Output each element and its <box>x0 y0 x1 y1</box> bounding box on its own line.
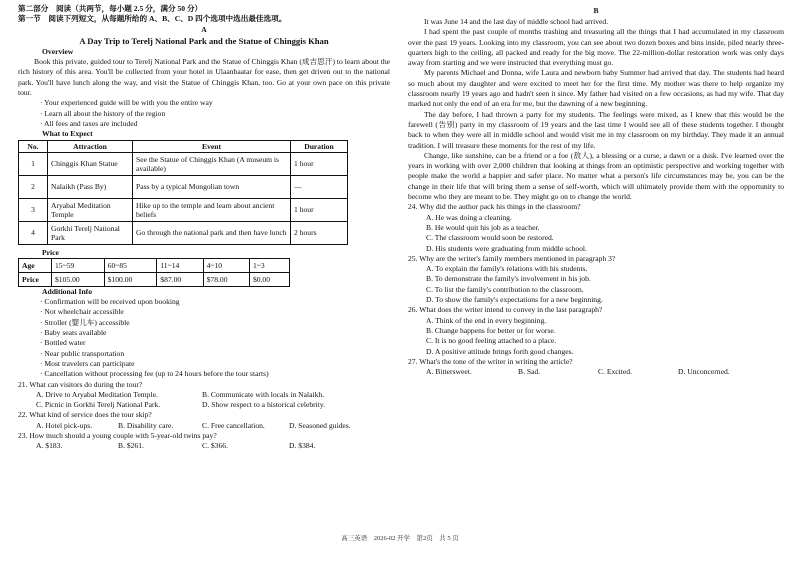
table-cell: 15~59 <box>52 258 105 272</box>
overview-bullets <box>18 98 390 129</box>
question-stem: 26. What does the writer intend to convey in the last paragraph? <box>408 305 603 315</box>
question-25 <box>408 254 784 305</box>
passage-b-paragraph: It was June 14 and the last day of middle school had arrived. <box>424 17 609 26</box>
table-cell: Price <box>19 272 52 286</box>
overview-bullet: · Learn all about the history of the region <box>40 108 166 118</box>
question-23 <box>18 431 390 452</box>
question-stem: 27. What's the tone of the writer in writing the article? <box>408 356 573 366</box>
table-cell: 1 <box>19 152 48 175</box>
table-header: Event <box>133 140 291 152</box>
question-stem: 24. Why did the author pack his things in the classroom? <box>408 202 581 212</box>
table-cell: 60~85 <box>104 258 157 272</box>
table-cell: Chinggis Khan Statue <box>48 152 133 175</box>
table-cell: 4~10 <box>203 258 249 272</box>
info-bullet: · Bottled water <box>40 338 86 348</box>
option-a[interactable]: A. Drive to Aryabal Meditation Temple. <box>36 389 158 399</box>
left-column <box>18 4 390 452</box>
expect-table <box>18 140 348 245</box>
option-d[interactable]: D. His students were graduating from middle school. <box>426 243 587 253</box>
table-header-row <box>19 140 348 152</box>
option-d[interactable]: D. A positive attitude brings forth good changes. <box>426 346 574 356</box>
option-row <box>18 421 390 431</box>
table-row <box>19 198 348 221</box>
table-cell: Hike up to the temple and learn about ancient beliefs <box>133 198 291 221</box>
table-header: Duration <box>291 140 348 152</box>
option-c[interactable]: C. Excited. <box>598 367 632 377</box>
table-row <box>19 152 348 175</box>
overview-text: Book this private, guided tour to Terelj National Park and the Statue of Chinggis Khan (成吉思汗) to learn about the rich history of this area. You'll be collected from your hotel in Ulaanbaatar for ease, then get driven out to the national park. You'll have lunch along the way, and visit the Statue of Chinggis Khan, too. Go at your own pace on this private tour. <box>18 57 390 98</box>
passage-b-paragraph: My parents Michael and Donna, wife Laura and newborn baby Summer had arrived that day. The students had heard so much about my daughter and were excited to meet her for the first time. My mother was there to help organize my classroom nearly 19 years ago and hadn't seen it since. My father had visited on a few occasions, as had my wife. That day marked not only the end of an era for me, but the dawning of a new beginning. <box>408 68 784 109</box>
right-column <box>408 4 784 377</box>
table-cell: $87.00 <box>157 272 203 286</box>
table-cell: Gorkhi Terelj National Park <box>48 221 133 244</box>
option-a[interactable]: A. Bittersweet. <box>426 367 472 377</box>
question-22 <box>18 410 390 431</box>
info-bullets <box>18 297 390 379</box>
info-bullet: · Confirmation will be received upon booking <box>40 297 180 307</box>
option-a[interactable]: A. Think of the end in every beginning. <box>426 315 547 325</box>
question-stem: 23. How much should a young couple with 5-year-old twins pay? <box>18 431 217 441</box>
table-cell: 4 <box>19 221 48 244</box>
option-row <box>18 441 390 451</box>
option-c[interactable]: C. To list the family's contribution to the classroom. <box>426 284 584 294</box>
option-c[interactable]: C. Free cancellation. <box>202 420 265 430</box>
table-cell: 3 <box>19 198 48 221</box>
option-a[interactable]: A. To explain the family's relations with his students. <box>426 264 588 274</box>
overview-bullet: · Your experienced guide will be with you the entire way <box>40 98 213 108</box>
option-b[interactable]: B. Communicate with locals in Nalaikh. <box>202 389 325 399</box>
option-d[interactable]: D. $384. <box>289 441 316 451</box>
info-bullet: · Near public transportation <box>40 348 125 358</box>
passage-b-paragraph: Change, like sunshine, can be a friend or a foe (敌人), a blessing or a curse, a dawn or a dusk. I've learned over the years in working with over 2,000 children that looking at things from an optimistic perspective and working together with people make the world a happier and safer place. No matter what a person's life circumstances may be, you can be the change in their life that will bring them a sense of self-worth, which will ultimately provide them with the opportunity to become who they are meant to be. They might go on to change the world. <box>408 150 784 202</box>
price-table <box>18 258 290 287</box>
option-row <box>408 367 784 377</box>
option-d[interactable]: D. Seasoned guides. <box>289 420 351 430</box>
table-header: Attraction <box>48 140 133 152</box>
option-c[interactable]: C. It is no good feeling attached to a place. <box>426 336 557 346</box>
question-stem: 21. What can visitors do during the tour? <box>18 379 143 389</box>
question-stem: 25. Why are the writer's family members mentioned in paragraph 3? <box>408 253 616 263</box>
table-cell: Aryabal Meditation Temple <box>48 198 133 221</box>
option-c[interactable]: C. $366. <box>202 441 228 451</box>
info-bullet: · Not wheelchair accessible <box>40 307 124 317</box>
option-c[interactable]: C. The classroom would soon be restored. <box>426 233 554 243</box>
option-d[interactable]: D. Show respect to a historical celebrity. <box>202 400 326 410</box>
question-21 <box>18 380 390 411</box>
table-row <box>19 175 348 198</box>
passage-a-title: A Day Trip to Terelj National Park and the Statue of Chinggis Khan <box>79 35 329 46</box>
table-row <box>19 272 290 286</box>
passage-b-label: B <box>593 6 599 15</box>
option-c[interactable]: C. Picnic in Gorkhi Terelj National Park. <box>36 400 161 410</box>
overview-bullet: · All fees and taxes are included <box>40 118 138 128</box>
question-26 <box>408 305 784 356</box>
info-heading: Additional Info <box>42 286 93 296</box>
option-b[interactable]: B. Sad. <box>518 367 541 377</box>
price-heading: Price <box>42 247 59 257</box>
info-bullet: · Most travelers can participate <box>40 358 135 368</box>
table-header: No. <box>19 140 48 152</box>
option-d[interactable]: D. To show the family's expectations for a new beginning. <box>426 295 603 305</box>
option-b[interactable]: B. To demonstrate the family's involvement in his job. <box>426 274 591 284</box>
table-cell: Pass by a typical Mongolian town <box>133 175 291 198</box>
section-instruction: 第一节 阅读下列短文，从每题所给的 A、B、C、D 四个选项中选出最佳选项。 <box>18 14 287 24</box>
table-cell: $0.00 <box>249 272 289 286</box>
table-cell: 1~3 <box>249 258 289 272</box>
table-cell: 2 <box>19 175 48 198</box>
table-cell: 1 hour <box>291 152 348 175</box>
page-footer: 高三英语 2026-02 开学 第2页 共 5 页 <box>341 535 459 542</box>
table-cell: $78.00 <box>203 272 249 286</box>
table-cell: $100.00 <box>104 272 157 286</box>
option-a[interactable]: A. $183. <box>36 441 63 451</box>
table-cell: Nalaikh (Pass By) <box>48 175 133 198</box>
info-bullet: · Baby seats available <box>40 328 107 338</box>
table-cell: 2 hours <box>291 221 348 244</box>
info-bullet: · Cancellation without processing fee (up to 24 hours before the tour starts) <box>40 369 269 379</box>
expect-heading: What to Expect <box>42 129 93 139</box>
passage-b-paragraph: The day before, I had thrown a party for my students. The feelings were mixed, as I knew that this would be the farewell (告别) party in my classroom of 19 years and the last time I would see all of these students together. I thought back to when they were all in middle school and would visit me in my classroom on my birthday. They made it an annual tradition. I will treasure these moments for the rest of my life. <box>408 109 784 150</box>
option-d[interactable]: D. Unconcerned. <box>678 367 730 377</box>
option-row <box>18 400 390 410</box>
info-bullet: · Stroller (婴儿车) accessible <box>40 317 130 327</box>
section-heading: 第二部分 阅读（共两节，每小题 2.5 分，满分 50 分） <box>18 4 203 13</box>
table-cell: — <box>291 175 348 198</box>
table-cell: 1 hour <box>291 198 348 221</box>
option-row <box>18 390 390 400</box>
table-cell: 11~14 <box>157 258 203 272</box>
table-row <box>19 258 290 272</box>
table-row <box>19 221 348 244</box>
passage-a-label: A <box>201 24 207 34</box>
option-b[interactable]: B. Disability care. <box>118 420 174 430</box>
question-24 <box>408 202 784 253</box>
table-cell: See the Statue of Chinggis Khan (A museum is available) <box>133 152 291 175</box>
question-27 <box>408 357 784 378</box>
option-b[interactable]: B. He would quit his job as a teacher. <box>426 222 540 232</box>
option-b[interactable]: B. $261. <box>118 441 144 451</box>
question-stem: 22. What kind of service does the tour skip? <box>18 410 152 420</box>
table-cell: $105.00 <box>52 272 105 286</box>
option-a[interactable]: A. He was doing a cleaning. <box>426 212 512 222</box>
option-b[interactable]: B. Change happens for better or for worse. <box>426 325 556 335</box>
option-a[interactable]: A. Hotel pick-ups. <box>36 420 93 430</box>
passage-b-paragraph: I had spent the past couple of months trashing and treasuring all the things that I had accumulated in my classroom over the past 19 years. Looking into my classroom, you can see about two dozen boxes and bins inside, piled nearly three-quarters high to the ceiling, all packed and ready for the big move. The 22-million-dollar restoration work was only days away from starting and we were instructed that everything must go. <box>408 27 784 68</box>
table-cell: Go through the national park and then have lunch <box>133 221 291 244</box>
overview-heading: Overview <box>42 46 74 56</box>
table-cell: Age <box>19 258 52 272</box>
